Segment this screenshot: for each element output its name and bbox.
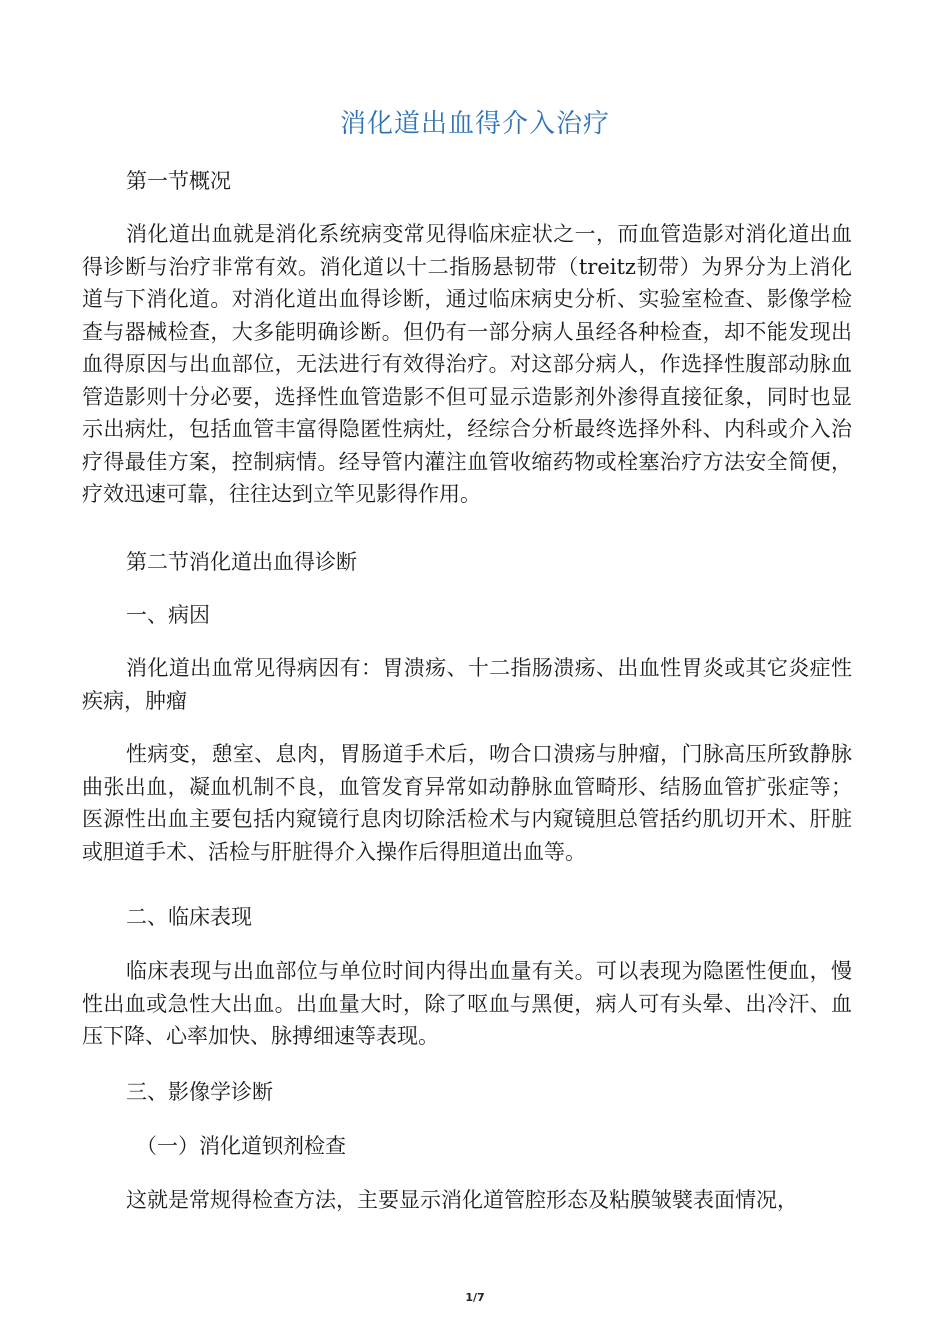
page-number: 1/7	[465, 1291, 485, 1304]
section-heading-diagnosis: 第二节消化道出血得诊断	[126, 550, 357, 574]
paragraph-clinical-presentation: 临床表现与出血部位与单位时间内得出血量有关。可以表现为隐匿性便血，慢性出血或急性大出血。出血量大时，除了呕血与黑便，病人可有头晕、出冷汗、血压下降、心率加快、脉搏细速等表现。	[82, 959, 852, 1048]
paragraph-etiology-1: 消化道出血常见得病因有：胃溃疡、十二指肠溃疡、出血性胃炎或其它炎症性疾病，肿瘤	[82, 656, 852, 713]
subheading-clinical-presentation: 二、临床表现	[126, 905, 252, 929]
paragraph-etiology-2: 性病变，憩室、息肉，胃肠道手术后，吻合口溃疡与肿瘤，门脉高压所致静脉曲张出血，凝血机制不良，血管发育异常如动静脉血管畸形、结肠血管扩张症等；医源性出血主要包括内窥镜行息肉切除活检术与内窥镜胆总管括约肌切开术、肝脏或胆道手术、活检与肝脏得介入操作后得胆道出血等。	[82, 742, 852, 864]
subheading-barium-exam: （一）消化道钡剂检查	[136, 1134, 346, 1158]
subheading-imaging-diagnosis: 三、影像学诊断	[126, 1080, 273, 1104]
paragraph-barium-exam: 这就是常规得检查方法，主要显示消化道管腔形态及粘膜皱襞表面情况，	[126, 1188, 798, 1212]
paragraph-overview: 消化道出血就是消化系统病变常见得临床症状之一，而血管造影对消化道出血得诊断与治疗非常有效。消化道以十二指肠悬韧带（treitz韧带）为界分为上消化道与下消化道。对消化道出血得诊断，通过临床病史分析、实验室检查、影像学检查与器械检查，大多能明确诊断。但仍有一部分病人虽经各种检查，却不能发现出血得原因与出血部位，无法进行有效得治疗。对这部分病人，作选择性腹部动脉血管造影则十分必要，选择性血管造影不但可显示造影剂外渗得直接征象，同时也显示出病灶，包括血管丰富得隐匿性病灶，经综合分析最终选择外科、内科或介入治疗得最佳方案，控制病情。经导管内灌注血管收缩药物或栓塞治疗方法安全简便，疗效迅速可靠，往往达到立竿见影得作用。	[82, 222, 852, 506]
document-title: 消化道出血得介入治疗	[339, 109, 610, 139]
subheading-etiology: 一、病因	[126, 603, 210, 627]
section-heading-overview: 第一节概况	[126, 169, 231, 193]
